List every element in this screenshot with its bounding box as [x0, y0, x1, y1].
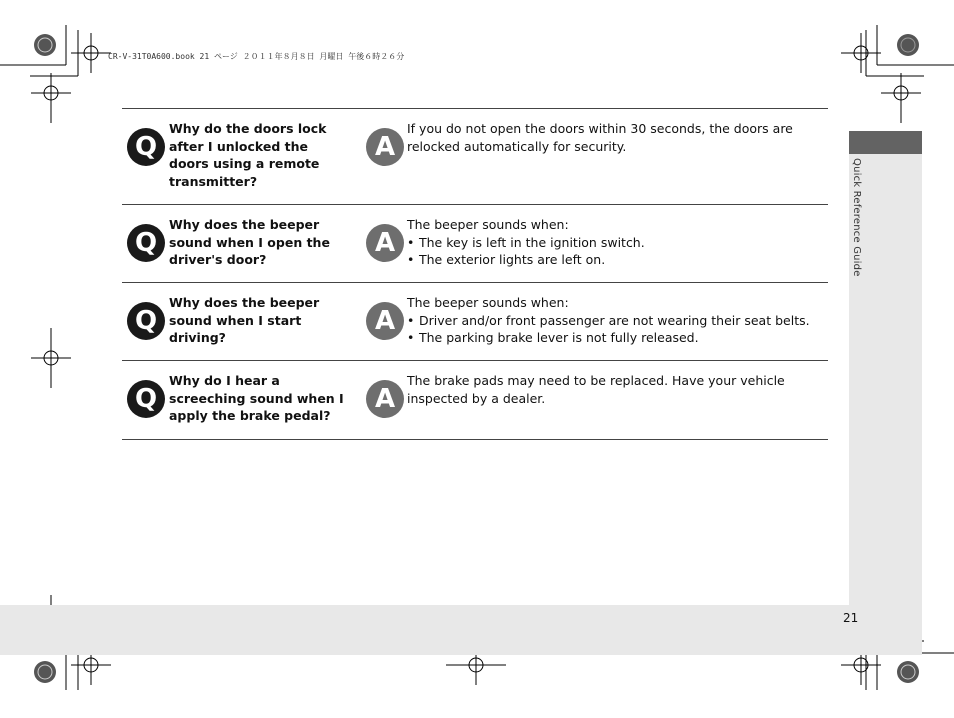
answer-badge: A	[366, 380, 404, 418]
qa-row	[122, 205, 828, 283]
answer-badge: A	[366, 302, 404, 340]
answer-text	[407, 216, 822, 269]
question-text: Why do the doors lock after I unlocked the doors using a remote transmitter?	[169, 121, 327, 189]
print-header: CR-V-31T0A600.book 21 ページ ２０１１年８月８日 月曜日 午後６時２６分	[108, 52, 405, 61]
question-badge: Q	[127, 380, 165, 418]
answer-text	[407, 120, 822, 155]
answer-bullet: • Driver and/or front passenger are not wearing their seat belts.	[407, 312, 822, 330]
answer-bullet: • The exterior lights are left on.	[407, 251, 822, 269]
question-text: Why does the beeper sound when I open the driver's door?	[169, 217, 330, 267]
answer-text	[407, 372, 822, 407]
answer-intro: The brake pads may need to be replaced. Have your vehicle inspected by a dealer.	[407, 373, 785, 406]
qa-row	[122, 283, 828, 361]
answer-text	[407, 294, 822, 347]
answer-badge: A	[366, 224, 404, 262]
answer-intro: If you do not open the doors within 30 seconds, the doors are relocked automatically for security.	[407, 121, 793, 154]
answer-intro: The beeper sounds when:	[407, 217, 569, 232]
answer-bullet: • The parking brake lever is not fully released.	[407, 329, 822, 347]
qa-row	[122, 361, 828, 440]
page-number: 21	[843, 611, 859, 625]
question-text: Why does the beeper sound when I start driving?	[169, 295, 320, 345]
question-badge: Q	[127, 128, 165, 166]
answer-badge: A	[366, 128, 404, 166]
sidebar-section-label: Quick Reference Guide	[851, 158, 862, 277]
answer-bullet-list	[407, 312, 822, 347]
answer-intro: The beeper sounds when:	[407, 295, 569, 310]
question-text: Why do I hear a screeching sound when I apply the brake pedal?	[169, 373, 344, 423]
answer-bullet-list	[407, 234, 822, 269]
question-badge: Q	[127, 302, 165, 340]
answer-bullet: • The key is left in the ignition switch.	[407, 234, 822, 252]
qa-table	[122, 108, 828, 440]
sidebar-tab	[849, 131, 922, 154]
footer-band	[0, 605, 849, 655]
qa-row	[122, 109, 828, 205]
question-badge: Q	[127, 224, 165, 262]
